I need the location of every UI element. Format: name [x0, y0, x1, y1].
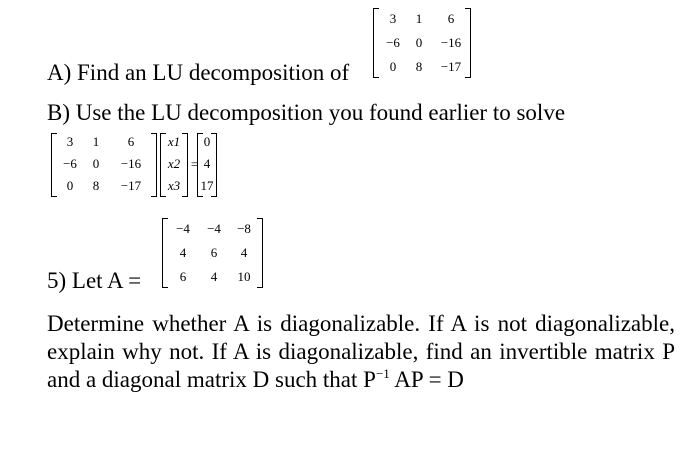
part-a-text: A) Find an LU decomposition of [47, 60, 350, 85]
matrix-entry: −8 [237, 221, 251, 236]
paragraph-text: Determine whether A is diagonalizable. If A is not diagonalizable, explain why not. If A is diagonalizable, find an invertible matrix P and a diagonal matrix D such that P [47, 311, 675, 392]
left-bracket [373, 8, 379, 78]
matrix-entry: −16 [120, 156, 142, 171]
equals-sign: = [191, 157, 198, 171]
matrix-entry: −4 [176, 221, 190, 236]
matrix-entry: 6 [210, 245, 218, 260]
variable-vector [160, 133, 188, 197]
matrix-entry: 4 [240, 245, 248, 260]
matrix-entry: −6 [386, 35, 400, 50]
matrix-entry: 0 [415, 35, 423, 50]
matrix-entry: 6 [447, 11, 455, 26]
matrix-entry: 10 [237, 269, 251, 284]
matrix-entry: −17 [440, 59, 462, 74]
matrix-entry: 1 [415, 11, 423, 26]
rhs-entry: 0 [203, 134, 211, 149]
question-5-lead: 5) Let A = [47, 268, 142, 293]
variable-entry: x2 [167, 156, 181, 171]
matrix-entry: 4 [179, 245, 187, 260]
matrix-entry: 8 [415, 59, 423, 74]
matrix-entry: −6 [63, 156, 77, 171]
matrix-entry: 3 [389, 11, 397, 26]
matrix-a [373, 8, 471, 78]
matrix-entry: 3 [66, 134, 74, 149]
coefficient-matrix [51, 133, 157, 197]
matrix-entry: 8 [92, 178, 100, 193]
matrix-entry: 4 [210, 269, 218, 284]
matrix-entry: 6 [179, 269, 187, 284]
left-bracket [162, 218, 168, 288]
paragraph-text-end: AP = D [389, 367, 464, 392]
matrix-entry: 0 [66, 178, 74, 193]
question-5-paragraph [47, 310, 675, 394]
matrix-entry: 0 [92, 156, 100, 171]
rhs-vector [197, 133, 217, 197]
right-bracket [151, 133, 157, 197]
matrix-entry: −4 [207, 221, 221, 236]
variable-entry: x3 [167, 178, 181, 193]
rhs-entry: 4 [203, 156, 211, 171]
left-bracket [51, 133, 57, 197]
matrix-a-q5 [162, 218, 263, 288]
matrix-entry: 0 [389, 59, 397, 74]
part-b-text: B) Use the LU decomposition you found earlier to solve [47, 100, 566, 125]
matrix-entry: 6 [127, 134, 135, 149]
matrix-entry: −16 [440, 35, 462, 50]
inverse-superscript: −1 [375, 366, 390, 381]
variable-entry: x1 [167, 134, 181, 149]
matrix-entry: 1 [92, 134, 100, 149]
matrix-entry: −17 [120, 178, 142, 193]
rhs-entry: 17 [200, 178, 214, 193]
